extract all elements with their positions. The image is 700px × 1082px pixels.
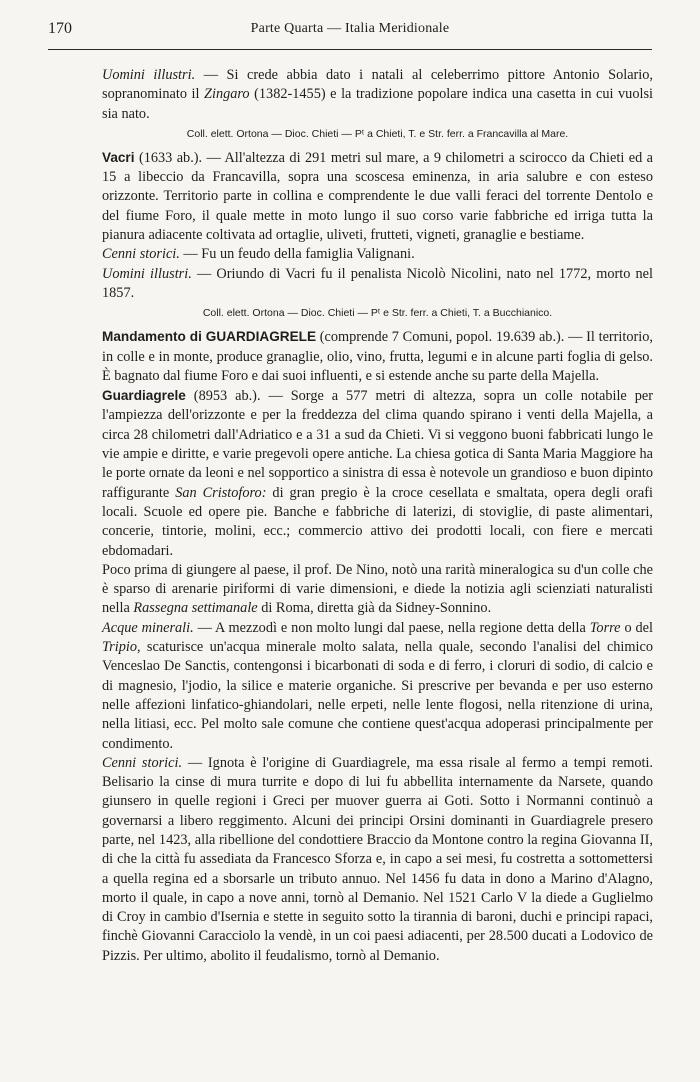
paragraph-text: di gran pregio è la croce cesellata e smaltata, opera degli orafi locali. Scuole ed opere pie. Banche e fabbriche di laterizi, di stoviglie, di paste alimentari, concerie, tintorie, molini, ecc.; commercio attivo dei prodotti locali, con fiere e mercati ebdomadari. [102,484,653,559]
emphasis: Torre [589,619,621,636]
paragraph-text: di Roma, diretta già da Sidney-Sonnino. [257,600,492,617]
page-number: 170 [48,20,72,37]
paragraph-text: o del [620,619,653,636]
section-label: Acque minerali. [102,619,194,636]
paragraph-text: — Oriundo di Vacri fu il penalista Nicolò Nicolini, nato nel 1772, morto nel 1857. [102,265,653,301]
section-label: Cenni storici. [102,246,180,263]
emphasis: Rassegna settimanale [133,600,258,617]
paragraph-uomini-illustri [102,66,653,124]
jurisdiction-note: Coll. elett. Ortona — Dioc. Chieti — Pᵗ e Str. ferr. a Chieti, T. a Bucchianico. [202,307,553,320]
paragraph-guardiagrele [102,386,653,561]
header-rule [48,49,652,50]
paragraph-text: — Ignota è l'origine di Guardiagrele, ma essa risale al fermo a tempi remoti. Belisario la cinse di mura turrite e dopo di lui fu abbellita internamente da Narsete, quando giunsero in quelle regioni i Greci per muover guerra ai Goti. Sotto i Normanni continuò a governarsi a libero reggimento. Alcuni dei principi Orsini dominanti in Guardiagrele presero parte, nel 1423, alla ribellione del condottiere Braccio da Montone contro la regina Giovanna II, di che la città fu assediata da Francesco Sforza e, in capo a sei mesi, fu costretta a sottomettersi a quella regina ed a sborsarle un tributo annuo. Nel 1456 fu data in dono a Marino d'Alagno, morto il quale, in capo a nove anni, tornò al Demanio. Nel 1521 Carlo V la diede a Guglielmo di Croy in cambio d'Isernia e stette in seguito sotto la tirannia di baroni, duchi e principi rapaci, finchè Giovanni Caracciolo la vendè, in un coi paesi adiacenti, per 28.500 ducati a Lodovico de Pizzis. Per ultimo, abolito il feudalismo, tornò al Demanio. [102,754,653,964]
paragraph-mandamento [102,327,653,386]
emphasis: Zingaro [204,86,250,103]
paragraph-text: — Fu un feudo della famiglia Valignani. [179,246,415,263]
paragraph-text: — Si crede abbia dato i natali al celeberrimo pittore Antonio Solario, sopranominato il [102,67,653,103]
page-header [48,20,652,42]
paragraph-acque-minerali [102,619,653,754]
section-label: Uomini illustri. [102,265,192,282]
emphasis: Tripio [102,639,137,656]
paragraph-de-nino [102,561,653,619]
paragraph-text: — A mezzodì e non molto lungi dal paese, nella regione detta della [193,619,590,636]
paragraph-vacri-cenni [102,245,653,264]
paragraph-text: Poco prima di giungere al paese, il prof. De Nino, notò una rarità mineralogica su d'un colle che è sparso di arenarie piriformi di varie dimensioni, e diede la notizia agli scienziati naturalisti nella [102,561,653,617]
jurisdiction-note: Coll. elett. Ortona — Dioc. Chieti — Pᵗ a Chieti, T. e Str. ferr. a Francavilla al Mare. [186,127,569,140]
paragraph-text: (8953 ab.). — Sorge a 577 metri di altezza, sopra un colle notabile per l'ampiezza dell'orizzonte e per la freddezza del clima quando spirano i venti della Majella, a circa 28 chilometri dall'Adriatico e a 31 a sud da Chieti. Vi si veggono buoni fabbricati lungo le vie ampie e diritte, e varie pregevoli opere antiche. La chiesa gotica di Santa Maria Maggiore ha le porte ornate da leoni e nel sopportico a sinistra di essa è notevole un grandioso e buon dipinto raffigurante [102,388,653,501]
paragraph-guardiagrele-cenni [102,754,653,966]
district-heading: Mandamento di GUARDIAGRELE [102,329,317,345]
paragraph-text: , scaturisce un'acqua minerale molto salata, nella quale, secondo l'analisi del chimico Venceslao De Sanctis, contengonsi i bicarbonati di soda e di ferro, i cloruri di sodio, di calcio e di magnesio, l'jodio, la silice e materie organiche. Si prescrive per bevanda e per uso esterno nelle affezioni linfatico-ghiandolari, nelle erpeti, nelle lente flogosi, nella ritenzione di urina, nella litiasi, ecc. Pel molto sale comune che contiene quest'acqua adoperasi principalmente per condimento. [102,639,653,752]
paragraph-vacri [102,148,653,245]
section-label: Uomini illustri. [102,67,196,83]
paragraph-vacri-uomini [102,265,653,304]
paragraph-text: (1633 ab.). — All'altezza di 291 metri sul mare, a 9 chilometri a scirocco da Chieti ed a 15 a libeccio da Francavilla, sopra una scoscesa eminenza, in aria salubre e con esteso orizzonte. Territorio parte in collina e comprendente le due valli feraci del torrente Dentolo e del fiume Foro, il quale mette in moto lungo il suo corso varie fabbriche ed irriga tutta la pianura adiacente coltivata ad ortaglie, uliveti, frutteti, vigneti, granaglie e bestiame. [102,149,653,244]
section-label: Cenni storici. [102,754,183,771]
main-text [102,66,653,966]
place-name: Vacri [102,149,135,165]
place-name: Guardiagrele [102,388,186,404]
emphasis: San Cristoforo: [175,484,267,501]
paragraph-text: (1382-1455) e la tradizione popolare indica una casetta in cui vuolsi sia nato. [102,86,653,122]
running-title: Parte Quarta — Italia Meridionale [250,21,450,36]
paragraph-text: (comprende 7 Comuni, popol. 19.639 ab.). — Il territorio, in colle e in monte, produce granaglie, olio, vino, frutta, legumi e in alcune parti foglia di gelso. È bagnato dal fiume Foro e dai suoi influenti, e si estende anche su parte della Majella. [102,329,653,384]
